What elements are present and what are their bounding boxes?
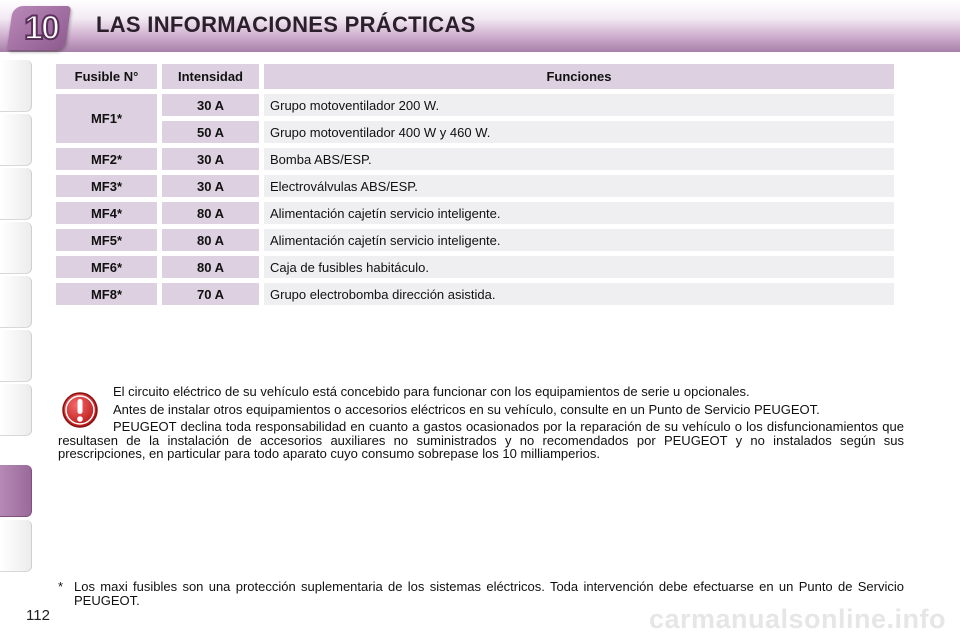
side-tab-1[interactable] [0,60,32,112]
side-tab-active[interactable] [0,465,32,517]
function-cell: Electroválvulas ABS/ESP. [264,175,894,197]
table-row [56,283,894,305]
side-tab-9[interactable] [0,520,32,572]
table-row [56,229,894,251]
amp-cell: 80 A [162,229,259,251]
warning-paragraph: Antes de instalar otros equipamientos o accesorios eléctricos en su vehículo, consulte en un Punto de Servicio PEUGEOT. [113,401,820,417]
function-cell: Grupo motoventilador 400 W y 460 W. [264,121,894,143]
table-header-row [56,64,894,89]
function-cell: Grupo motoventilador 200 W. [264,94,894,116]
footnote-marker: * [58,579,64,594]
page-number: 112 [26,607,50,624]
fuse-cell: MF5* [56,229,157,251]
amp-cell: 30 A [162,175,259,197]
side-tab-2[interactable] [0,114,32,166]
side-tabs [0,60,34,570]
amp-cell: 80 A [162,256,259,278]
side-tab-7[interactable] [0,384,32,436]
table-row [56,148,894,170]
amp-cell: 30 A [162,94,259,116]
column-header-fuse: Fusible N° [56,64,157,89]
chapter-number: 10 [24,9,58,47]
fuse-cell: MF6* [56,256,157,278]
side-tab-6[interactable] [0,330,32,382]
fuse-cell: MF1* [56,94,157,143]
amp-cell: 80 A [162,202,259,224]
fuse-cell: MF2* [56,148,157,170]
warning-paragraph: El circuito eléctrico de su vehículo está concebido para funcionar con los equipamientos de serie u opcionales. [113,384,750,399]
side-tab-5[interactable] [0,276,32,328]
fuse-cell: MF3* [56,175,157,197]
column-header-intensity: Intensidad [162,64,259,89]
table-row [56,202,894,224]
function-cell: Alimentación cajetín servicio inteligente. [264,229,894,251]
side-tab-4[interactable] [0,222,32,274]
amp-cell: 30 A [162,148,259,170]
watermark: carmanualsonline.info [648,604,946,634]
table-row [56,175,894,197]
warning-paragraph: PEUGEOT declina toda responsabilidad en cuanto a gastos ocasionados por la reparación de su vehículo o los disfuncionamientos que resultasen de la instalación de accesorios auxiliares no suministrados y no recomendados por PEUGEOT y no instalados según sus prescripciones, en particular para todo aparato cuyo consumo sobrepase los 10 milliamperios. [58,419,904,461]
fuse-table [51,59,899,310]
page-title: LAS INFORMACIONES PRÁCTICAS [96,12,476,37]
function-cell: Grupo electrobomba dirección asistida. [264,283,894,305]
warning-text [58,385,904,465]
function-cell: Alimentación cajetín servicio inteligente. [264,202,894,224]
function-cell: Bomba ABS/ESP. [264,148,894,170]
function-cell: Caja de fusibles habitáculo. [264,256,894,278]
column-header-functions: Funciones [264,64,894,89]
table-row [56,256,894,278]
table-row [56,121,894,143]
fuse-cell: MF8* [56,283,157,305]
table-row [56,94,894,116]
fuse-cell: MF4* [56,202,157,224]
footnote-text: Los maxi fusibles son una protección suplementaria de los sistemas eléctricos. Toda intervención debe efectuarse en un Punto de Servicio PEUGEOT. [74,579,904,608]
amp-cell: 70 A [162,283,259,305]
side-tab-3[interactable] [0,168,32,220]
amp-cell: 50 A [162,121,259,143]
